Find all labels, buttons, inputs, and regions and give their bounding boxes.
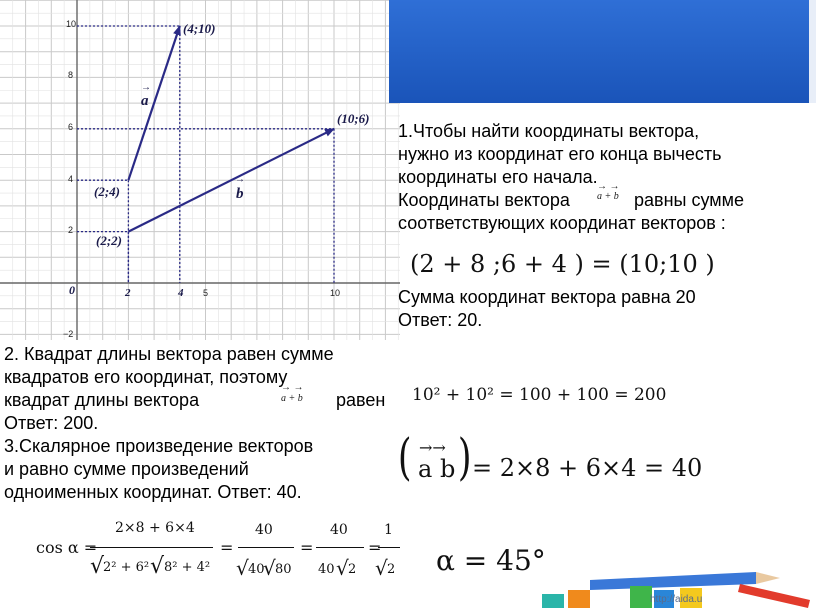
block-green (630, 586, 652, 608)
cos-sqrt-icon-3: √ (236, 556, 249, 580)
text2-line5: 3.Скалярное произведение векторов (4, 436, 314, 456)
cos-sqrt-icon-1: √ (90, 554, 105, 579)
text2-line3b: равен (336, 390, 386, 410)
text1-sum-vector: a + b (597, 191, 619, 202)
tick-y-6: 6 (68, 122, 74, 132)
header-banner-right-edge (809, 0, 816, 103)
cos-lhs: cos α = (36, 538, 98, 557)
cos-frac-bar1 (90, 547, 213, 548)
cos-eq4: = (368, 538, 382, 557)
tick-x-4: 4 (178, 287, 184, 299)
point-label-b-end: (10;6) (337, 111, 370, 126)
watermark: http://aida.u (650, 594, 703, 605)
text2-line4: Ответ: 200. (4, 413, 99, 433)
point-label-b-start: (2;2) (96, 233, 122, 248)
vector-a-arrow-icon: → (141, 82, 151, 93)
pencil-red (738, 584, 810, 608)
cos-den1b: 8² + 4² (164, 560, 211, 575)
vector-a-label: a (141, 93, 149, 109)
text2-line1: 2. Квадрат длины вектора равен сумме (4, 344, 334, 364)
text1-line5: соответствующих координат векторов : (398, 213, 726, 233)
dot-product-paren-left: ( (397, 428, 412, 486)
tick-x-5: 5 (203, 288, 209, 298)
cos-num1: 2×8 + 6×4 (115, 520, 195, 536)
text1-sum-vector-arrows-icon: → → (597, 181, 620, 192)
text2-sum-vector: a + b (281, 393, 303, 404)
text1-line6: Сумма координат вектора равна 20 (398, 287, 696, 307)
cos-frac-bar4 (378, 547, 400, 548)
decorative-pencils (520, 560, 816, 613)
tick-y-4: 4 (68, 174, 74, 184)
tick-origin: 0 (69, 283, 75, 297)
cos-frac-bar3 (316, 547, 364, 548)
cos-den1a: 2² + 6² (103, 560, 150, 575)
block-teal (542, 594, 564, 608)
block-orange (568, 590, 590, 608)
dot-product-vectors: a b (418, 455, 456, 483)
text2-line6: и равно сумме произведений (4, 459, 249, 479)
point-label-a-start: (2;4) (94, 184, 120, 199)
vector-b-arrow-icon: → (235, 174, 245, 185)
cos-sqrt-icon-4: √ (263, 556, 276, 580)
text2-line7: одноименных координат. Ответ: 40. (4, 482, 302, 502)
cos-sqrt-icon-5: √ (336, 556, 349, 580)
tick-y-10: 10 (66, 19, 77, 29)
text2-line2: квадратов его координат, поэтому (4, 367, 288, 387)
tick-x-10: 10 (330, 288, 341, 298)
cos-den2a: 40 (248, 562, 265, 577)
text1-line4a: Координаты вектора (398, 190, 570, 210)
cos-den3a: 40 (318, 562, 335, 577)
text2-sum-vector-arrows-icon: → → (281, 382, 304, 393)
point-label-a-end: (4;10) (183, 21, 216, 36)
cos-den2b: 80 (275, 562, 292, 577)
text1-line4b: равны сумме (634, 190, 745, 210)
cos-den3b: 2 (348, 562, 357, 577)
cos-sqrt-icon-6: √ (375, 556, 388, 580)
text2-line3a: квадрат длины вектора (4, 390, 200, 410)
cos-num3: 40 (330, 522, 348, 538)
tick-y-neg2: −2 (63, 329, 74, 339)
cos-frac-bar2 (238, 547, 294, 548)
text1-line2: нужно из координат его конца вычесть (398, 144, 722, 164)
vector-b-label: b (236, 186, 244, 202)
text1-coordinate-formula: (2 + 8 ;6 + 4 ) = (10;10 ) (410, 250, 715, 278)
dot-product-paren-right: ) (457, 428, 472, 486)
text1-line1: 1.Чтобы найти координаты вектора, (398, 121, 700, 141)
header-banner (389, 0, 809, 103)
cos-den4: 2 (387, 562, 396, 577)
dot-product-result: = 2×8 + 6×4 = 40 (472, 454, 703, 482)
tick-x-2: 2 (125, 287, 131, 299)
cos-num4: 1 (384, 522, 393, 538)
square-length-formula: 10² + 10² = 100 + 100 = 200 (412, 385, 667, 405)
cos-num2: 40 (255, 522, 273, 538)
text1-line3: координаты его начала. (398, 167, 598, 187)
pencil-tip-icon (756, 572, 780, 584)
tick-y-2: 2 (68, 225, 74, 235)
pencil-blue (590, 572, 756, 590)
cos-eq2: = (220, 538, 234, 557)
alpha-result: α = 45° (436, 544, 546, 577)
cos-sqrt-icon-2: √ (150, 554, 165, 579)
text1-line7: Ответ: 20. (398, 310, 483, 330)
cos-eq3: = (300, 538, 314, 557)
tick-y-8: 8 (68, 70, 74, 80)
dot-product-arrows-icon: →→ (419, 438, 446, 457)
